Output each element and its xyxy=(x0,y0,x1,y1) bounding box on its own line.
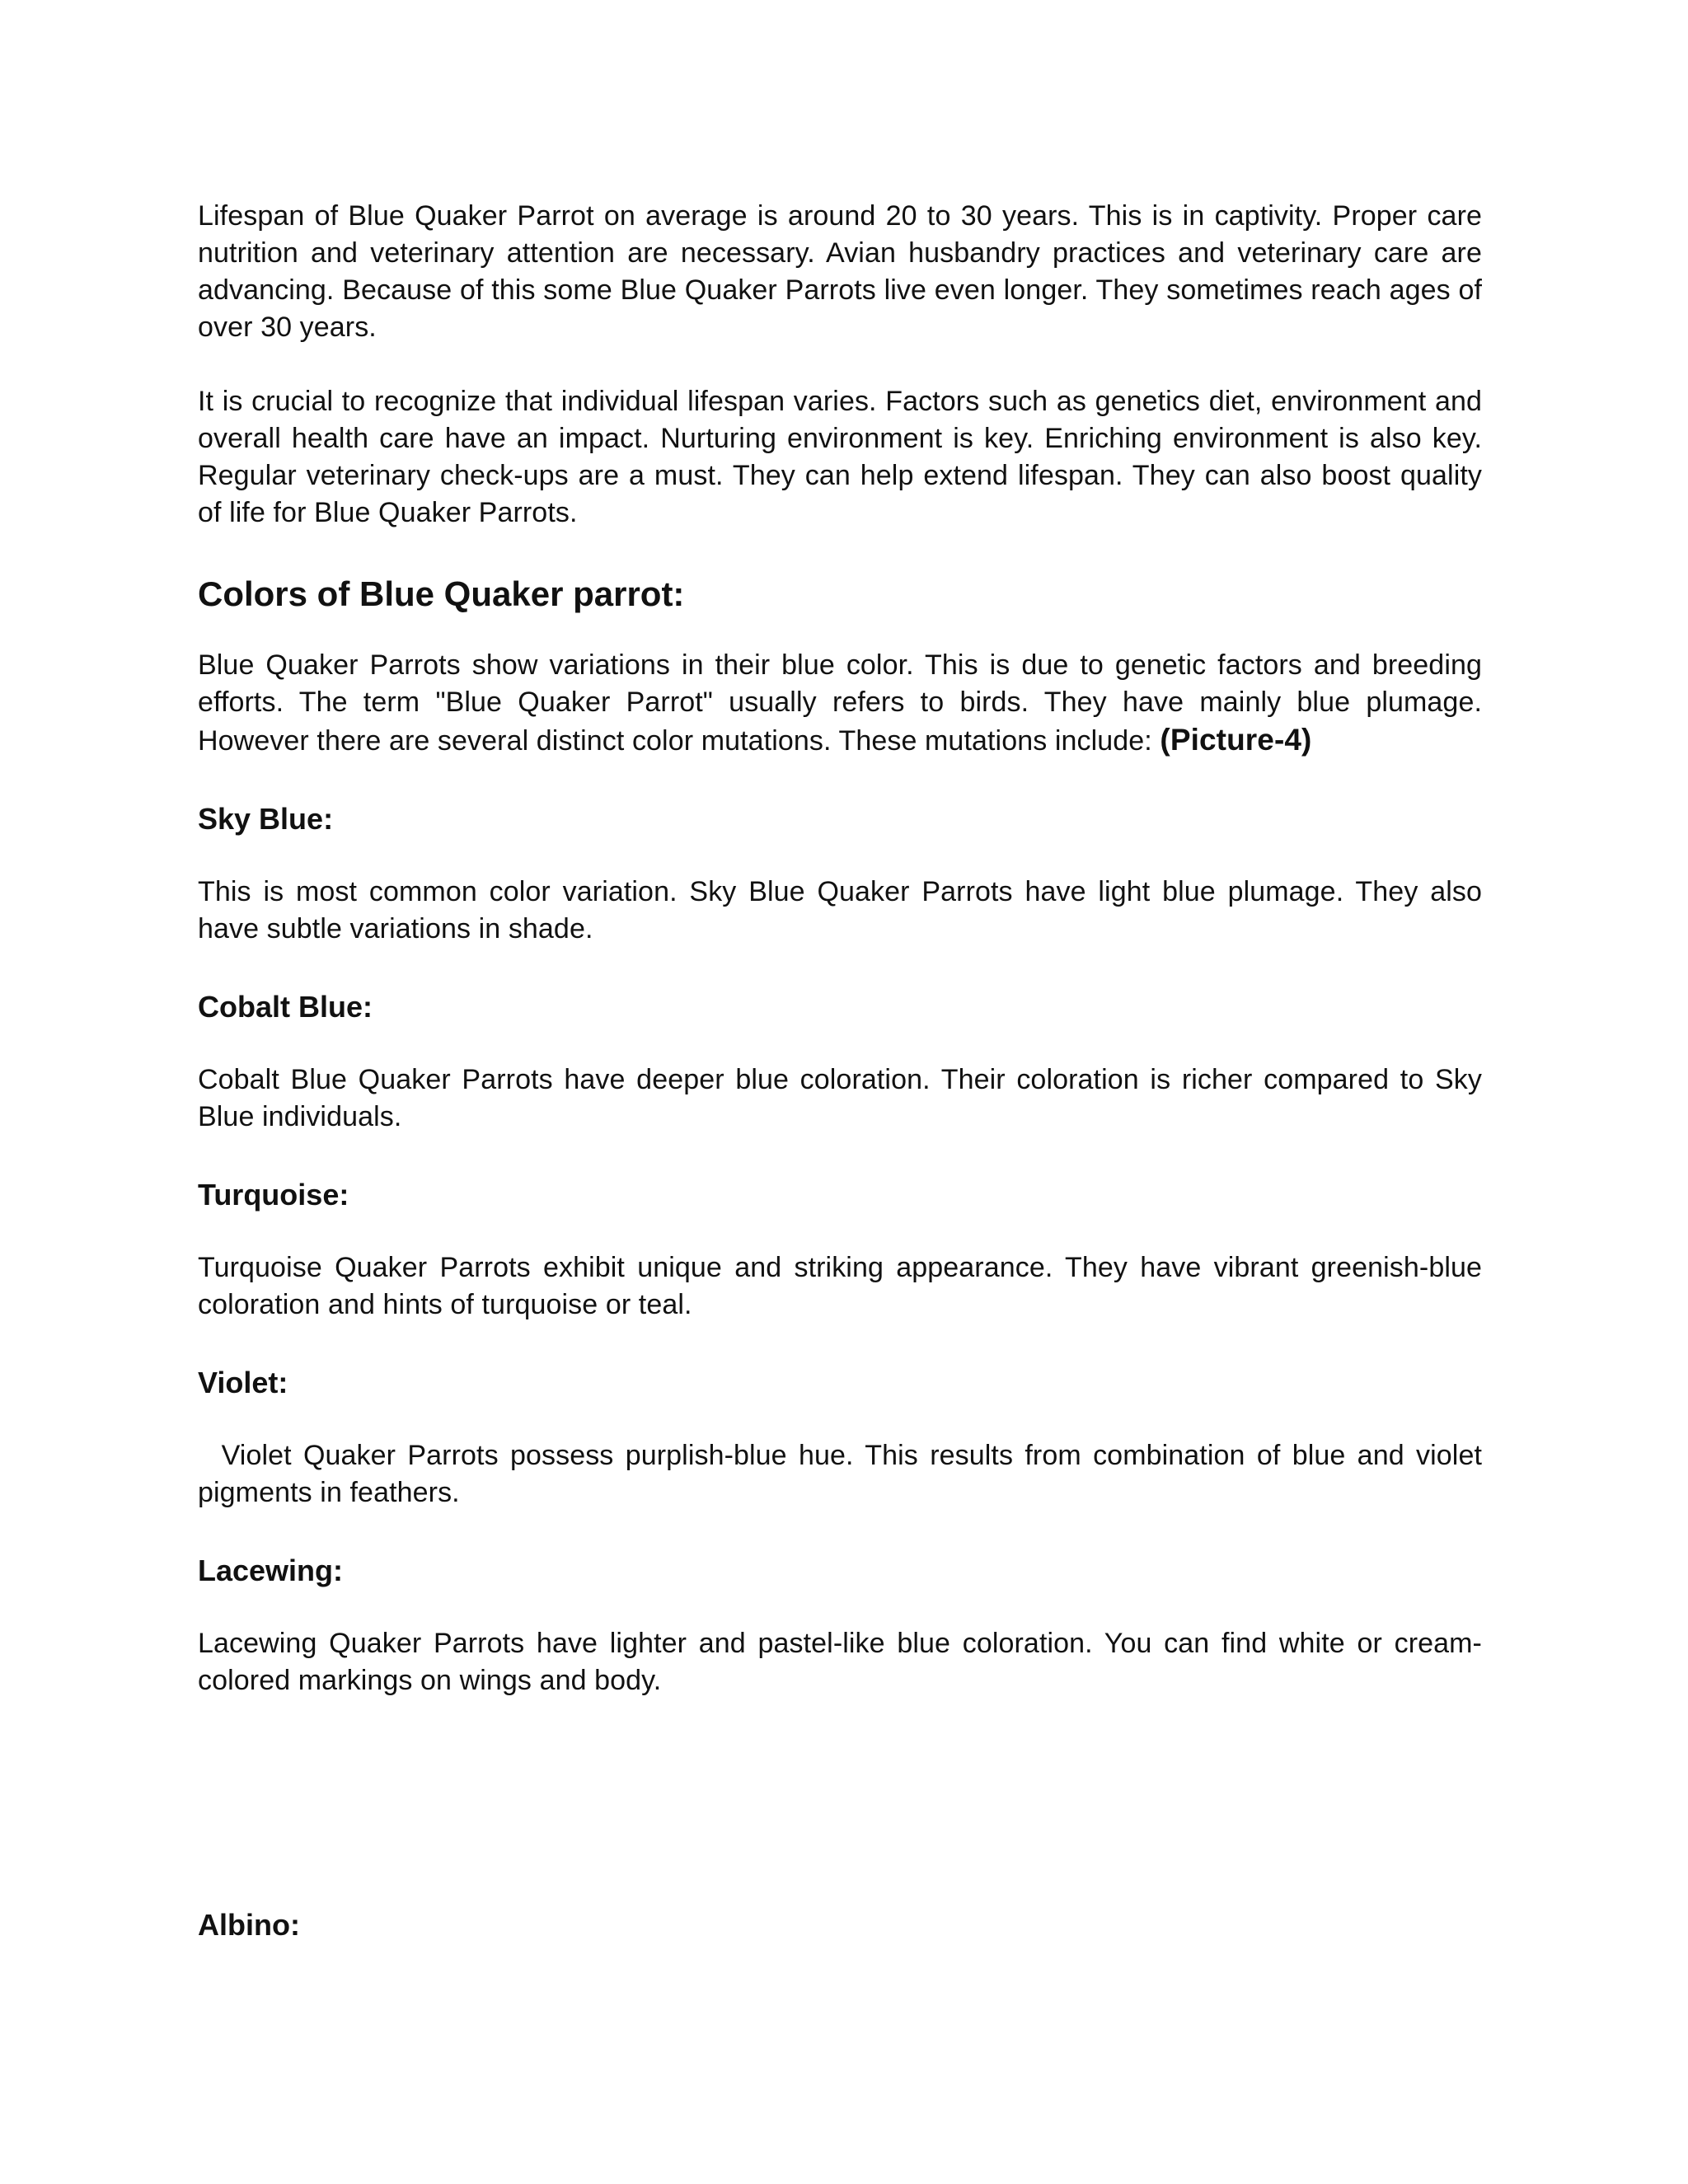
variation-heading-cobalt-blue: Cobalt Blue: xyxy=(198,990,373,1024)
variation-text-turquoise: Turquoise Quaker Parrots exhibit unique and striking appearance. They have vibrant greenish-blue coloration and hints of turquoise or teal. xyxy=(198,1252,1482,1320)
variation-heading-violet: Violet: xyxy=(198,1366,288,1399)
lifespan-paragraph-1: Lifespan of Blue Quaker Parrot on average is around 20 to 30 years. This is in captivity. Proper care nutrition and veterinary attention are necessary. Avian husbandry practices and veterinary care are advancing. Because of this some Blue Quaker Parrots live even longer. They sometimes reach ages of over 30 years. xyxy=(198,200,1482,343)
colors-section-heading: Colors of Blue Quaker parrot: xyxy=(198,574,685,613)
colors-intro-paragraph xyxy=(198,647,1482,760)
variation-heading-albino: Albino: xyxy=(198,1908,300,1942)
variation-heading-lacewing: Lacewing: xyxy=(198,1554,344,1587)
variation-heading-sky-blue: Sky Blue: xyxy=(198,802,334,836)
document-body xyxy=(198,198,1490,1945)
variation-text-violet: Violet Quaker Parrots possess purplish-blue hue. This results from combination of blue and violet pigments in feathers. xyxy=(198,1440,1490,1508)
lifespan-paragraph-2: It is crucial to recognize that individual lifespan varies. Factors such as genetics diet, environment and overall health care have an impact. Nurturing environment is key. Enriching environment is also key. Regular veterinary check-ups are a must. They can help extend lifespan. They can also boost quality of life for Blue Quaker Parrots. xyxy=(198,386,1482,528)
variation-text-sky-blue: This is most common color variation. Sky Blue Quaker Parrots have light blue plumage. They also have subtle variations in shade. xyxy=(198,876,1482,944)
variation-text-cobalt-blue: Cobalt Blue Quaker Parrots have deeper blue coloration. Their coloration is richer compared to Sky Blue individuals. xyxy=(198,1064,1482,1132)
variation-text-lacewing: Lacewing Quaker Parrots have lighter and pastel-like blue coloration. You can find white or cream-colored markings on wings and body. xyxy=(198,1628,1482,1696)
colors-intro-text: Blue Quaker Parrots show variations in their blue color. This is due to genetic factors and breeding efforts. The term "Blue Quaker Parrot" usually refers to birds. They have mainly blue plumage. However there are several distinct color mutations. These mutations include: xyxy=(198,649,1482,757)
picture-reference: (Picture-4) xyxy=(1160,723,1312,757)
variation-heading-turquoise: Turquoise: xyxy=(198,1178,349,1212)
